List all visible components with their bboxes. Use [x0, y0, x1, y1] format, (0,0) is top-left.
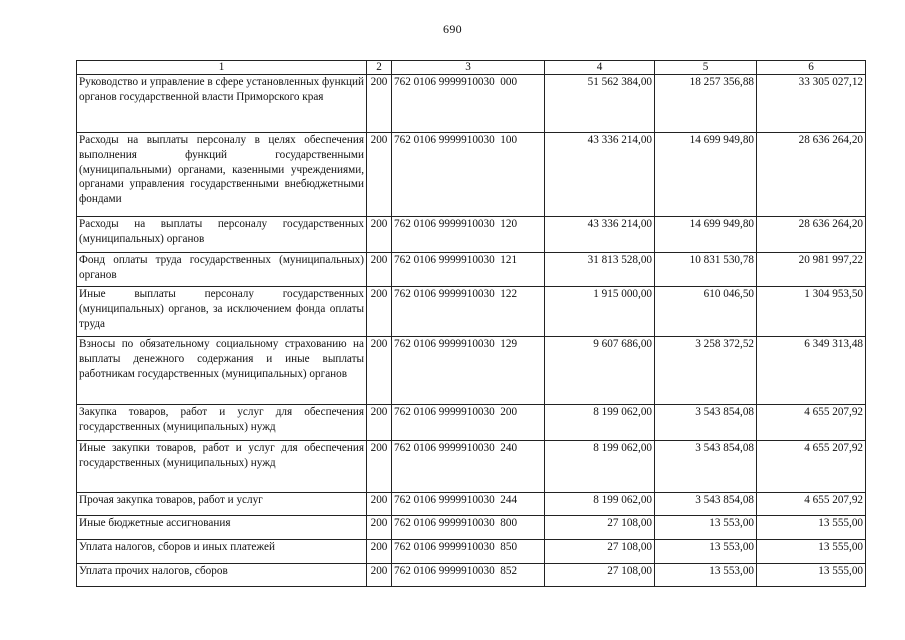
row-amount-col5: 13 553,00	[655, 516, 757, 540]
row-amount-col4: 27 108,00	[545, 564, 655, 587]
row-budget-classification: 762 0106 9999910030 240	[392, 441, 545, 493]
row-amount-col6: 4 655 207,92	[757, 405, 866, 441]
row-amount-col5: 3 543 854,08	[655, 441, 757, 493]
row-amount-col4: 27 108,00	[545, 516, 655, 540]
row-budget-classification: 762 0106 9999910030 121	[392, 253, 545, 287]
row-description: Расходы на выплаты персоналу в целях обеспечения выполнения функций государственными (муниципальными) органами, казенными учреждениями, органами управления государственными внебюджетными фондами	[77, 133, 367, 217]
row-code: 200	[367, 405, 392, 441]
column-header: 2	[367, 61, 392, 75]
table-row	[77, 540, 866, 564]
row-amount-col4: 27 108,00	[545, 540, 655, 564]
row-amount-col6: 4 655 207,92	[757, 441, 866, 493]
row-amount-col6: 28 636 264,20	[757, 217, 866, 253]
row-amount-col6: 33 305 027,12	[757, 75, 866, 133]
row-amount-col5: 14 699 949,80	[655, 133, 757, 217]
table-header-row	[77, 61, 866, 75]
row-amount-col4: 8 199 062,00	[545, 441, 655, 493]
column-header: 5	[655, 61, 757, 75]
row-description: Закупка товаров, работ и услуг для обеспечения государственных (муниципальных) нужд	[77, 405, 367, 441]
row-code: 200	[367, 516, 392, 540]
table-row	[77, 75, 866, 133]
table-row	[77, 441, 866, 493]
row-amount-col6: 6 349 313,48	[757, 337, 866, 405]
row-code: 200	[367, 287, 392, 337]
row-amount-col4: 9 607 686,00	[545, 337, 655, 405]
row-budget-classification: 762 0106 9999910030 100	[392, 133, 545, 217]
page-number: 690	[443, 22, 462, 36]
row-description: Уплата прочих налогов, сборов	[77, 564, 367, 587]
row-code: 200	[367, 493, 392, 516]
table-row	[77, 217, 866, 253]
row-amount-col6: 20 981 997,22	[757, 253, 866, 287]
row-amount-col4: 1 915 000,00	[545, 287, 655, 337]
table-row	[77, 405, 866, 441]
row-amount-col4: 43 336 214,00	[545, 133, 655, 217]
row-code: 200	[367, 253, 392, 287]
row-budget-classification: 762 0106 9999910030 850	[392, 540, 545, 564]
table-row	[77, 287, 866, 337]
row-budget-classification: 762 0106 9999910030 000	[392, 75, 545, 133]
row-budget-classification: 762 0106 9999910030 129	[392, 337, 545, 405]
column-header: 3	[392, 61, 545, 75]
column-header: 4	[545, 61, 655, 75]
row-description: Иные закупки товаров, работ и услуг для обеспечения государственных (муниципальных) нужд	[77, 441, 367, 493]
column-header: 6	[757, 61, 866, 75]
row-code: 200	[367, 217, 392, 253]
row-amount-col4: 8 199 062,00	[545, 405, 655, 441]
row-code: 200	[367, 75, 392, 133]
row-budget-classification: 762 0106 9999910030 120	[392, 217, 545, 253]
row-amount-col5: 13 553,00	[655, 564, 757, 587]
table-row	[77, 516, 866, 540]
row-description: Иные выплаты персоналу государственных (муниципальных) органов, за исключением фонда оплаты труда	[77, 287, 367, 337]
row-amount-col4: 8 199 062,00	[545, 493, 655, 516]
row-code: 200	[367, 441, 392, 493]
row-budget-classification: 762 0106 9999910030 800	[392, 516, 545, 540]
row-description: Взносы по обязательному социальному страхованию на выплаты денежного содержания и иные выплаты работникам государственных (муниципальных) органов	[77, 337, 367, 405]
row-code: 200	[367, 133, 392, 217]
budget-table	[76, 60, 866, 587]
row-code: 200	[367, 564, 392, 587]
row-amount-col5: 10 831 530,78	[655, 253, 757, 287]
row-amount-col5: 13 553,00	[655, 540, 757, 564]
row-amount-col4: 43 336 214,00	[545, 217, 655, 253]
row-code: 200	[367, 337, 392, 405]
table-row	[77, 493, 866, 516]
table-row	[77, 337, 866, 405]
table-row	[77, 253, 866, 287]
row-budget-classification: 762 0106 9999910030 122	[392, 287, 545, 337]
row-amount-col5: 14 699 949,80	[655, 217, 757, 253]
row-amount-col4: 51 562 384,00	[545, 75, 655, 133]
row-description: Расходы на выплаты персоналу государственных (муниципальных) органов	[77, 217, 367, 253]
row-amount-col5: 3 543 854,08	[655, 493, 757, 516]
row-amount-col5: 18 257 356,88	[655, 75, 757, 133]
row-amount-col6: 28 636 264,20	[757, 133, 866, 217]
column-header: 1	[77, 61, 367, 75]
table-row	[77, 564, 866, 587]
row-description: Уплата налогов, сборов и иных платежей	[77, 540, 367, 564]
table-row	[77, 133, 866, 217]
row-description: Иные бюджетные ассигнования	[77, 516, 367, 540]
row-amount-col4: 31 813 528,00	[545, 253, 655, 287]
row-amount-col5: 3 543 854,08	[655, 405, 757, 441]
row-description: Руководство и управление в сфере установленных функций органов государственной власти Приморского края	[77, 75, 367, 133]
row-amount-col5: 610 046,50	[655, 287, 757, 337]
row-amount-col6: 13 555,00	[757, 540, 866, 564]
row-budget-classification: 762 0106 9999910030 852	[392, 564, 545, 587]
row-budget-classification: 762 0106 9999910030 200	[392, 405, 545, 441]
row-description: Фонд оплаты труда государственных (муниципальных) органов	[77, 253, 367, 287]
row-amount-col5: 3 258 372,52	[655, 337, 757, 405]
row-amount-col6: 1 304 953,50	[757, 287, 866, 337]
row-amount-col6: 13 555,00	[757, 516, 866, 540]
row-amount-col6: 13 555,00	[757, 564, 866, 587]
row-code: 200	[367, 540, 392, 564]
row-budget-classification: 762 0106 9999910030 244	[392, 493, 545, 516]
row-description: Прочая закупка товаров, работ и услуг	[77, 493, 367, 516]
row-amount-col6: 4 655 207,92	[757, 493, 866, 516]
